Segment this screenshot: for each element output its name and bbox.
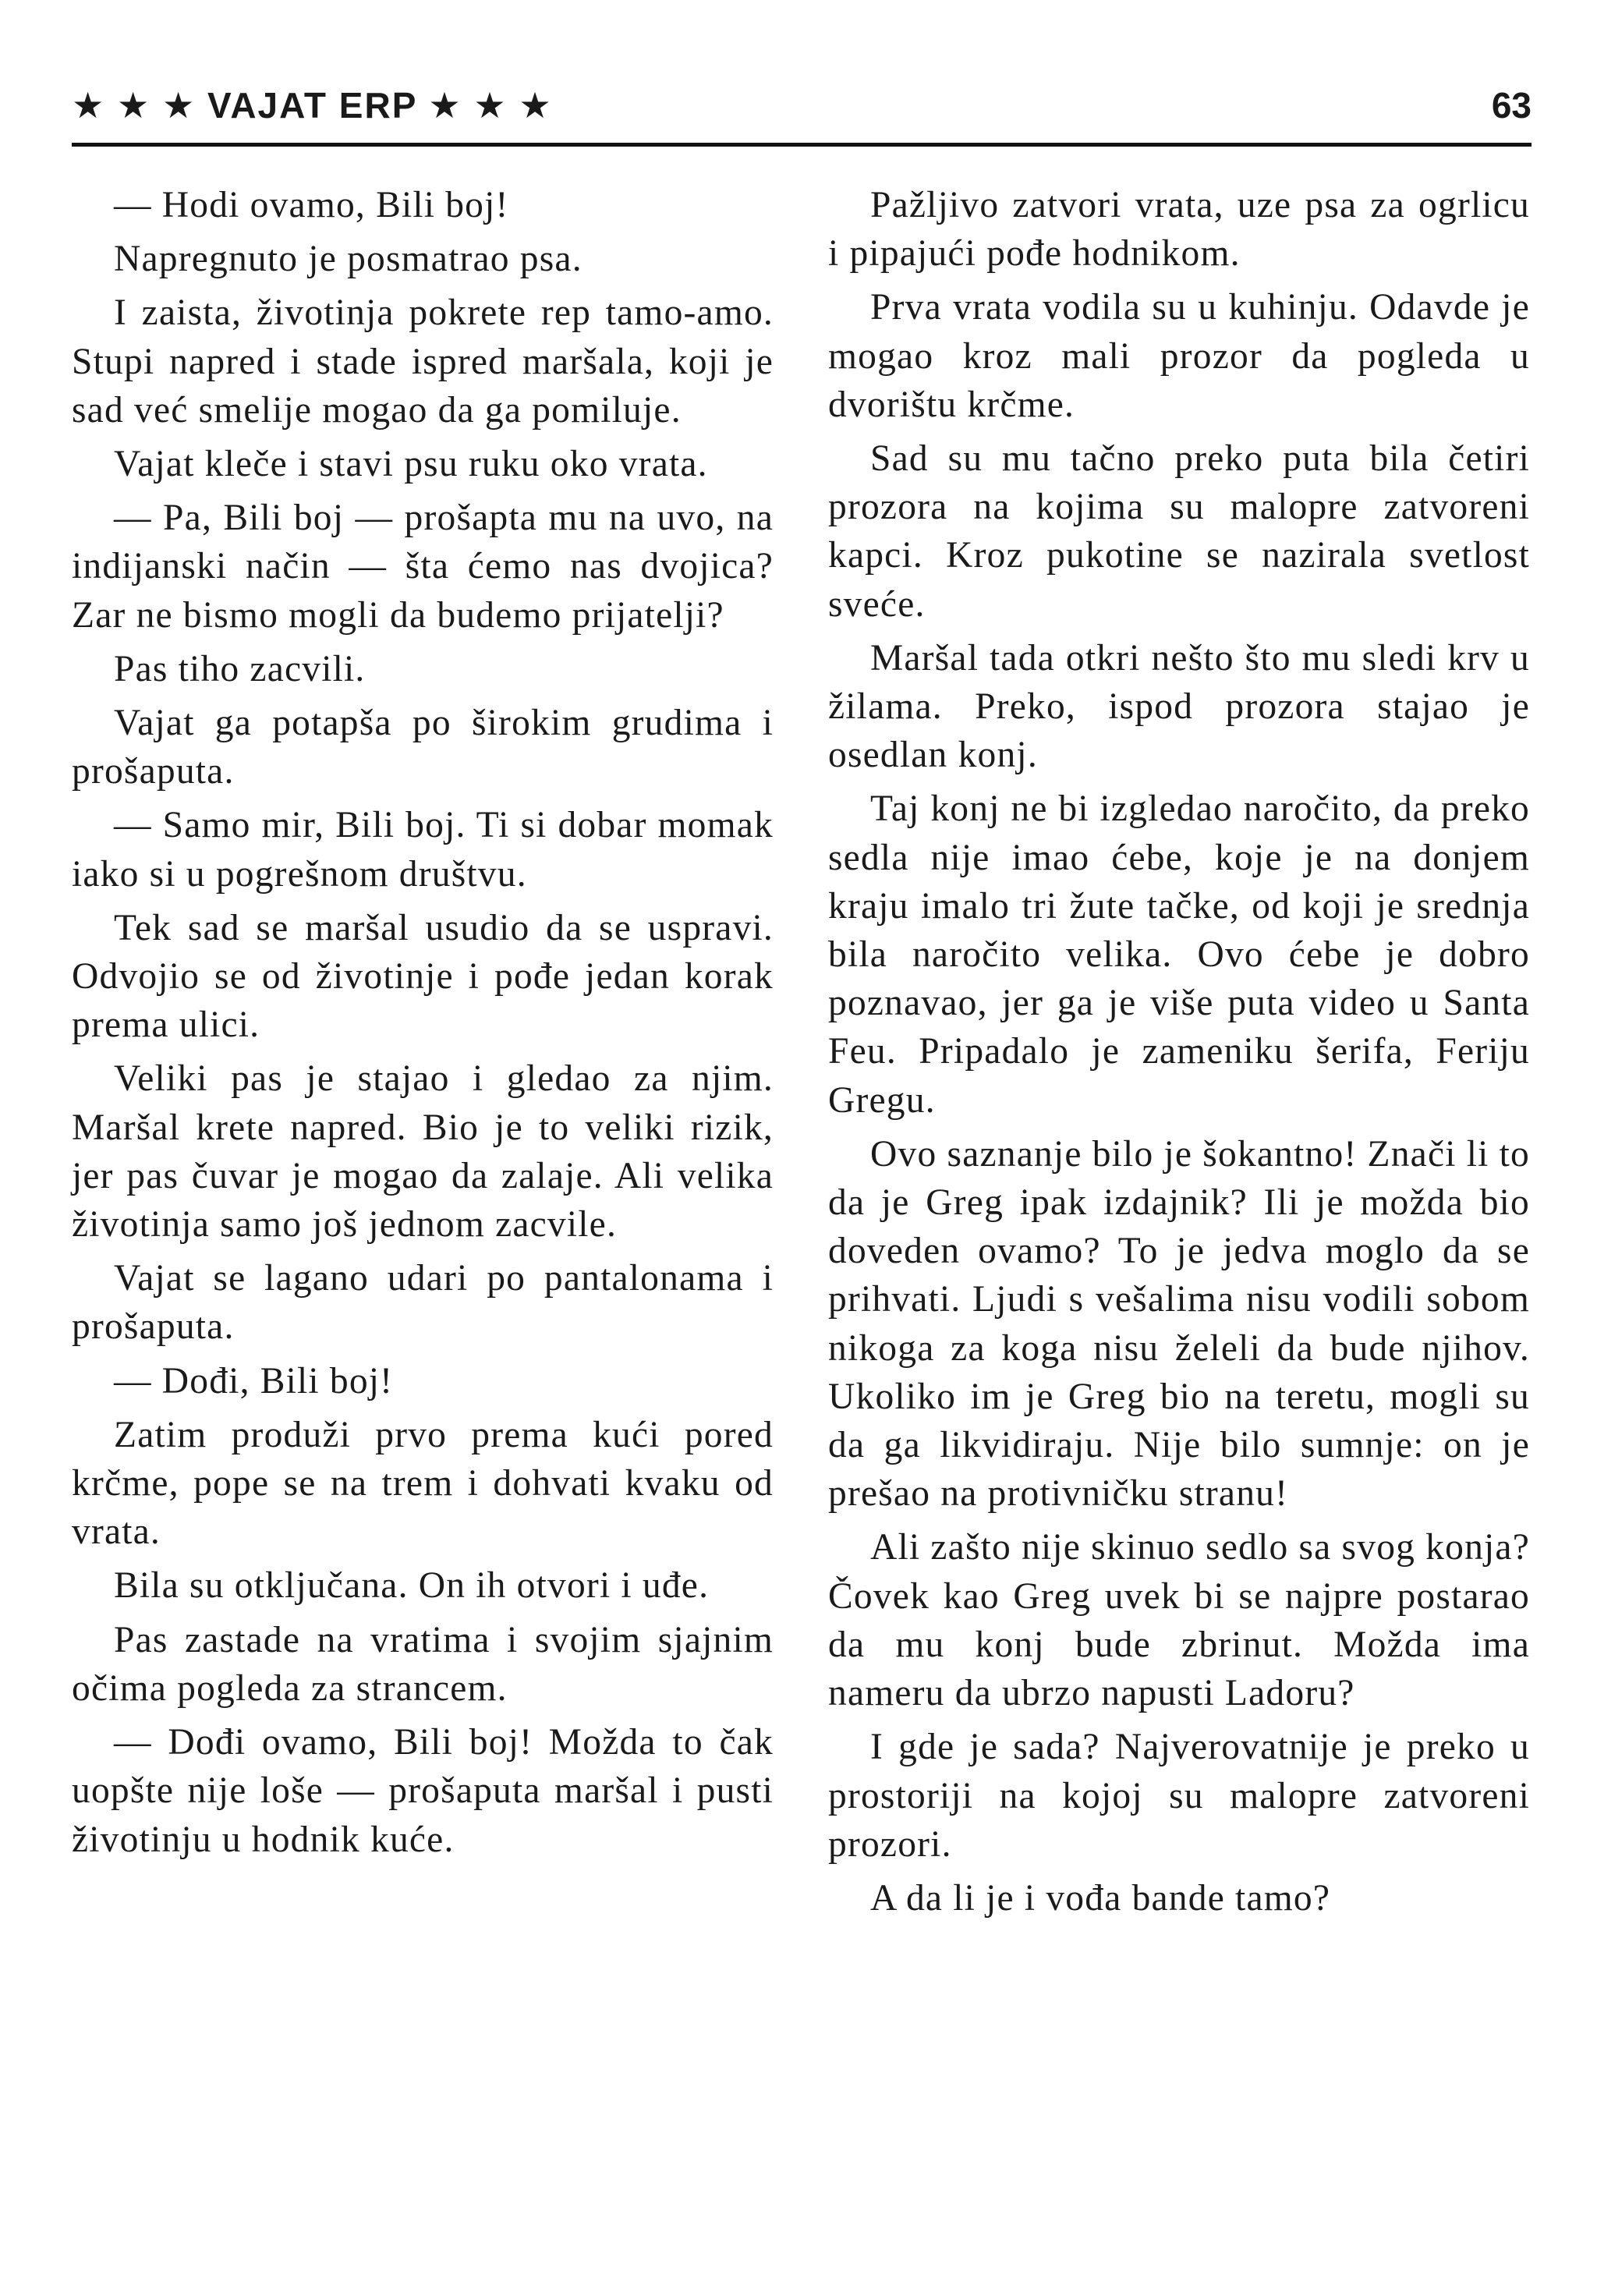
paragraph: I zaista, životinja pokrete rep tamo-amo. Stupi napred i stade ispred maršala, koji je sad već smelije mogao da ga pomiluje. (72, 292, 774, 430)
paragraph: Napregnuto je posmatrao psa. (114, 239, 582, 280)
paragraph: Taj konj ne bi izgledao naročito, da preko sedla nije imao ćebe, koje je na donjem kraju imalo tri žute tačke, od koji je srednja bila naročito velika. Ovo ćebe je dobro poznavao, jer ga je više puta video u Santa Feu. Pripadalo je zameniku šerifa, Feriju Gregu. (828, 788, 1530, 1121)
paragraph: Maršal tada otkri nešto što mu sledi krv u žilama. Preko, ispod prozora stajao je osedlan konj. (828, 637, 1530, 776)
header-divider (72, 143, 1531, 147)
paragraph: Vajat se lagano udari po pantalonama i prošaputa. (72, 1258, 774, 1348)
paragraph: Vajat ga potapša po širokim grudima i prošaputa. (72, 703, 774, 792)
paragraph: I gde je sada? Najverovatnije je preko u prostoriji na kojoj su malopre zatvoreni prozori. (828, 1727, 1530, 1865)
paragraph: Vajat kleče i stavi psu ruku oko vrata. (114, 444, 708, 485)
paragraph: Pažljivo zatvori vrata, uze psa za ogrlicu i pipajući pođe hodnikom. (828, 185, 1530, 275)
paragraph: Tek sad se maršal usudio da se uspravi. Odvojio se od životinje i pođe jedan korak prema ulici. (72, 907, 774, 1046)
paragraph: Sad su mu tačno preko puta bila četiri prozora na kojima su malopre zatvoreni kapci. Kroz pukotine se nazirala svetlost sveće. (828, 438, 1530, 625)
paragraph: — Samo mir, Bili boj. Ti si dobar momak iako si u pogrešnom društvu. (72, 805, 774, 895)
paragraph: Ali zašto nije skinuo sedlo sa svog konja? Čovek kao Greg uvek bi se najpre postarao da mu konj bude zbrinut. Možda ima nameru da ubrzo napusti Ladoru? (828, 1527, 1530, 1714)
paragraph: — Hodi ovamo, Bili boj! (114, 185, 509, 225)
paragraph: Pas tiho zacvili. (114, 648, 366, 689)
paragraph: — Dođi, Bili boj! (114, 1360, 394, 1401)
right-text-column (828, 181, 1530, 1928)
paragraph: Zatim produži prvo prema kući pored krčme, pope se na trem i dohvati kvaku od vrata. (72, 1414, 774, 1553)
left-text-column (72, 181, 774, 1869)
paragraph: Ovo saznanje bilo je šokantno! Znači li to da je Greg ipak izdajnik? Ili je možda bio doveden ovamo? To je jedva moglo da se prihvati. Ljudi s vešalima nisu vodili sobom nikoga za koga nisu želeli da bude njihov. Ukoliko im je Greg bio na teretu, mogli su da ga likvidiraju. Nije bilo sumnje: on je prešao na protivničku stranu! (828, 1133, 1530, 1515)
paragraph: Bila su otključana. On ih otvori i uđe. (114, 1565, 710, 1607)
paragraph: A da li je i vođa bande tamo? (870, 1877, 1331, 1919)
page-number: 63 (1491, 85, 1531, 126)
paragraph: — Pa, Bili boj — prošapta mu na uvo, na indijanski način — šta ćemo nas dvojica? Zar ne bismo mogli da budemo prijatelji? (72, 498, 774, 636)
running-header (72, 84, 1531, 139)
paragraph: Veliki pas je stajao i gledao za njim. Maršal krete napred. Bio je to veliki rizik, jer pas čuvar je mogao da zalaje. Ali velika životinja samo još jednom zacvile. (72, 1058, 774, 1245)
paragraph: — Dođi ovamo, Bili boj! Možda to čak uopšte nije loše — prošaputa maršal i pusti životinju u hodnik kuće. (72, 1722, 774, 1860)
paragraph: Pas zastade na vratima i svojim sjajnim očima pogleda za strancem. (72, 1619, 774, 1709)
paragraph: Prva vrata vodila su u kuhinju. Odavde je mogao kroz mali prozor da pogleda u dvorištu krčme. (828, 287, 1530, 425)
book-title: ★ ★ ★ VAJAT ERP ★ ★ ★ (72, 85, 553, 126)
